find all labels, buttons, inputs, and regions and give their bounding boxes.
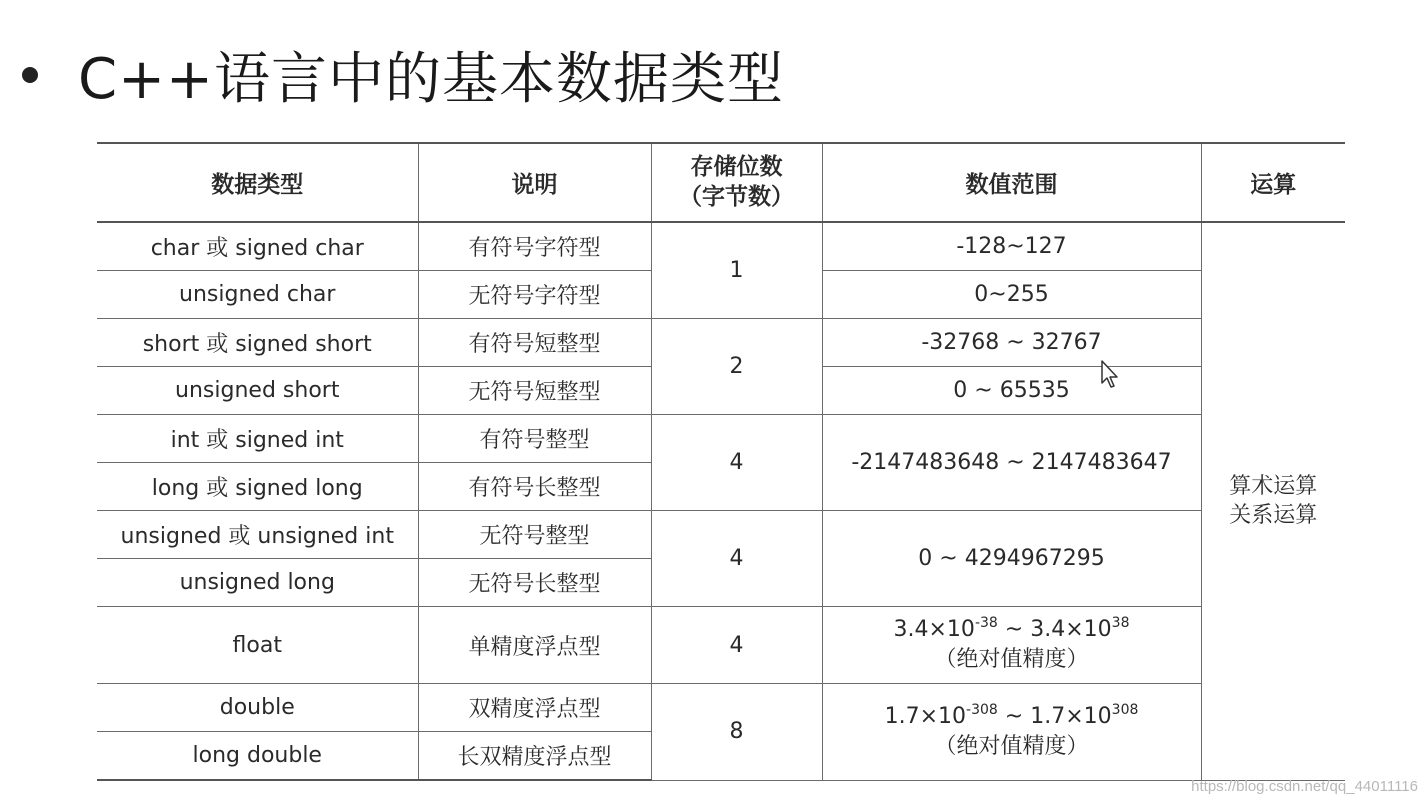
size-cell: 8 — [651, 684, 822, 781]
range-cell: -2147483648 ~ 2147483647 — [822, 415, 1201, 511]
range-cell-double — [822, 684, 1201, 781]
table-row — [97, 319, 1345, 367]
header-description: 说明 — [418, 143, 651, 222]
desc-cell: 无符号整型 — [418, 511, 651, 559]
desc-cell: 有符号长整型 — [418, 463, 651, 511]
type-cell: unsigned char — [97, 271, 418, 319]
desc-cell: 无符号长整型 — [418, 559, 651, 607]
range-note: （绝对值精度） — [934, 647, 1089, 672]
range-text: ~ 3.4×10 — [997, 617, 1112, 643]
range-exponent: 38 — [1111, 615, 1130, 632]
size-cell: 4 — [651, 607, 822, 684]
operation-relational: 关系运算 — [1229, 503, 1318, 529]
table-row — [97, 222, 1345, 271]
range-text: 3.4×10 — [893, 617, 975, 643]
range-text: 1.7×10 — [884, 704, 967, 730]
operation-arithmetic: 算术运算 — [1229, 473, 1318, 499]
range-exponent: 308 — [1111, 702, 1139, 719]
size-cell: 4 — [651, 511, 822, 607]
table-header-row — [97, 143, 1345, 222]
table-row — [97, 684, 1345, 732]
desc-cell: 双精度浮点型 — [418, 684, 651, 732]
desc-cell: 有符号短整型 — [418, 319, 651, 367]
type-cell: char 或 signed char — [97, 222, 418, 271]
range-exponent: -308 — [966, 702, 998, 719]
type-cell: unsigned short — [97, 367, 418, 415]
type-cell: float — [97, 607, 418, 684]
desc-cell: 有符号字符型 — [418, 222, 651, 271]
range-text: ~ 1.7×10 — [997, 704, 1112, 730]
range-exponent: -38 — [974, 615, 998, 632]
range-float-values — [823, 615, 1201, 645]
range-cell-float — [822, 607, 1201, 684]
type-cell: unsigned long — [97, 559, 418, 607]
desc-cell: 长双精度浮点型 — [418, 732, 651, 781]
page-title: C++语言中的基本数据类型 — [78, 47, 784, 112]
watermark: https://blog.csdn.net/qq_44011116 — [1191, 778, 1418, 795]
desc-cell: 无符号短整型 — [418, 367, 651, 415]
type-cell: int 或 signed int — [97, 415, 418, 463]
type-cell: long 或 signed long — [97, 463, 418, 511]
bullet-icon — [22, 67, 38, 83]
range-note: （绝对值精度） — [934, 733, 1089, 759]
type-cell: unsigned 或 unsigned int — [97, 511, 418, 559]
mouse-cursor-icon — [1100, 360, 1120, 390]
header-value-range: 数值范围 — [822, 143, 1201, 222]
size-cell: 1 — [651, 222, 822, 319]
range-double-values — [823, 702, 1201, 732]
desc-cell: 有符号整型 — [418, 415, 651, 463]
range-cell: -128~127 — [822, 222, 1201, 271]
operations-cell — [1201, 222, 1345, 780]
range-cell: 0~255 — [822, 271, 1201, 319]
size-cell: 4 — [651, 415, 822, 511]
desc-cell: 单精度浮点型 — [418, 607, 651, 684]
table-row — [97, 607, 1345, 684]
range-cell: -32768 ~ 32767 — [822, 319, 1201, 367]
desc-cell: 无符号字符型 — [418, 271, 651, 319]
type-cell: double — [97, 684, 418, 732]
header-data-type: 数据类型 — [97, 143, 418, 222]
table-row — [97, 415, 1345, 463]
size-cell: 2 — [651, 319, 822, 415]
header-operations: 运算 — [1201, 143, 1345, 222]
table-row — [97, 511, 1345, 559]
range-cell: 0 ~ 65535 — [822, 367, 1201, 415]
slide-title — [22, 30, 784, 120]
type-cell: short 或 signed short — [97, 319, 418, 367]
header-storage-size: 存储位数 （字节数） — [651, 143, 822, 222]
range-cell: 0 ~ 4294967295 — [822, 511, 1201, 607]
data-types-table — [97, 142, 1345, 781]
type-cell: long double — [97, 732, 418, 781]
